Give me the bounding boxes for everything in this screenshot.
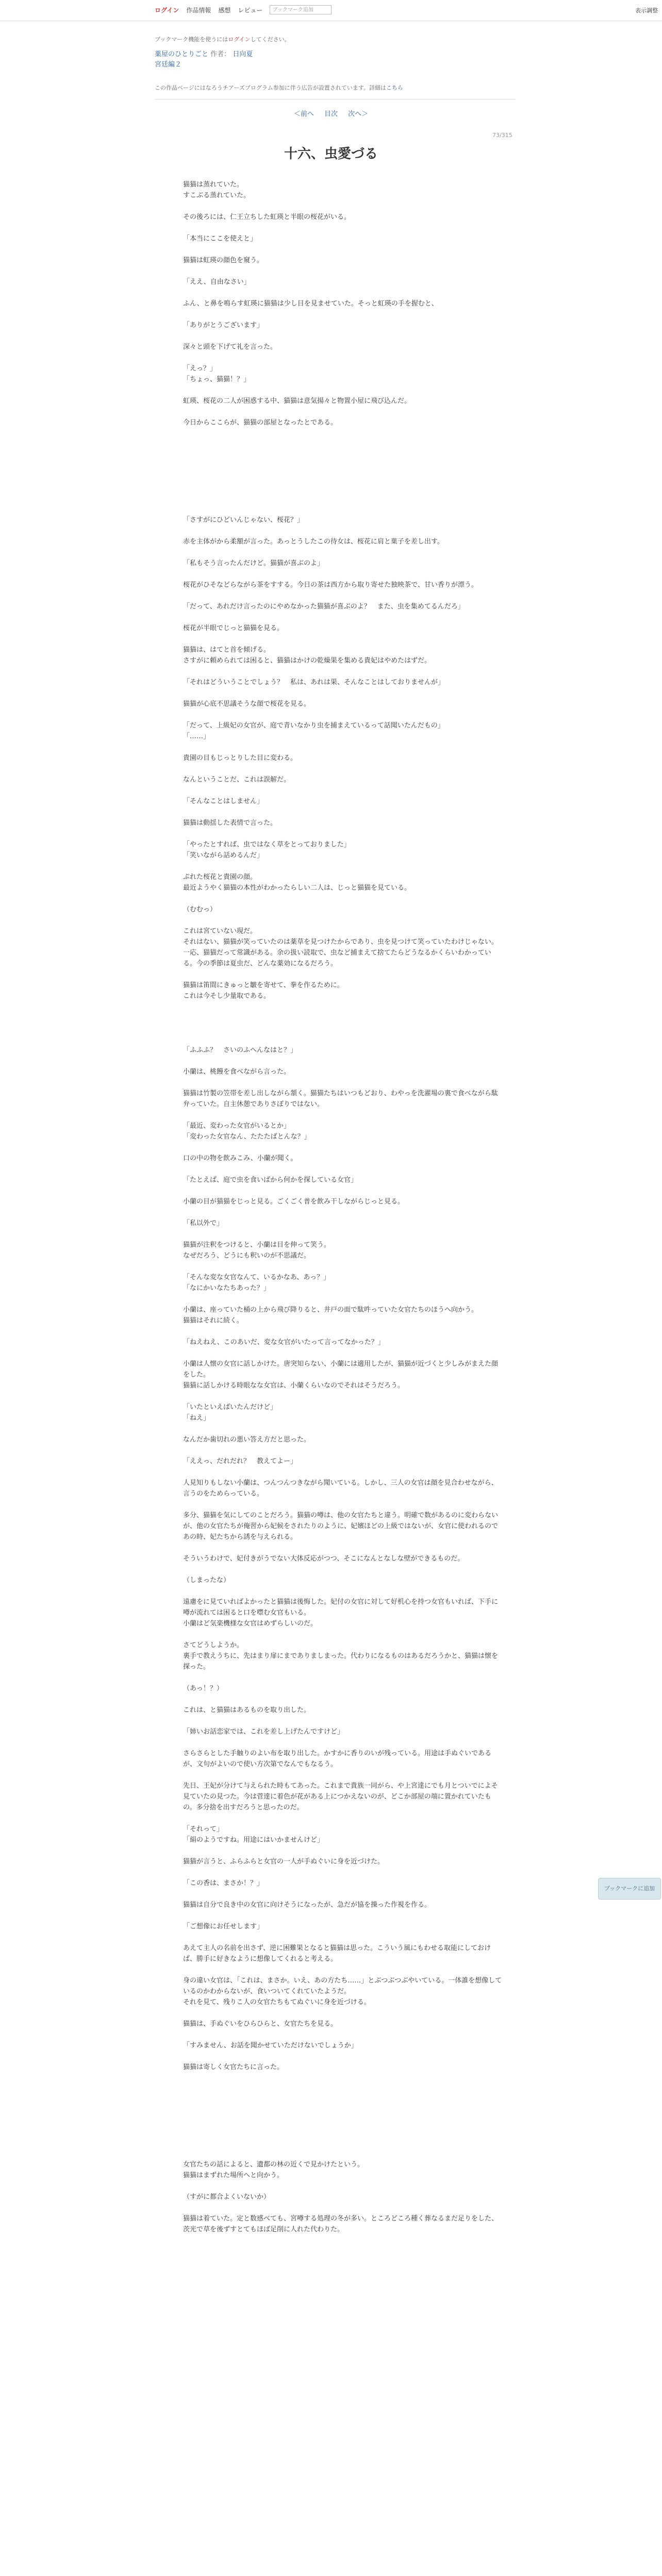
body-paragraph	[183, 807, 503, 818]
body-paragraph	[183, 742, 503, 753]
body-paragraph: 桜花が半眼でじっと猫猫を見る。	[183, 624, 284, 632]
body-paragraph	[183, 893, 503, 904]
body-paragraph	[183, 1261, 503, 1272]
body-paragraph	[183, 2094, 503, 2105]
program-notice-link[interactable]: こちら	[386, 84, 403, 91]
chapter-body	[183, 179, 503, 2235]
body-paragraph	[183, 1694, 503, 1705]
next-chapter-link[interactable]: 次へ＞	[348, 110, 369, 118]
body-paragraph	[183, 482, 503, 493]
body-paragraph	[183, 471, 503, 482]
nav-link-impressions[interactable]: 感想	[218, 6, 231, 14]
body-paragraph: 「この香は、まさか！？」	[183, 1879, 264, 1887]
body-paragraph	[183, 1543, 503, 1553]
top-navigation-bar	[0, 0, 662, 21]
body-paragraph: 「なにかいなたちあった？」	[183, 1284, 270, 1292]
body-paragraph	[183, 612, 503, 623]
body-paragraph	[183, 764, 503, 774]
body-paragraph: 「すみません、お話を聞かせていただけないでしょうか」	[183, 2042, 358, 2049]
body-paragraph: 今日からここらが、猫猫の部屋となったとである。	[183, 419, 338, 427]
body-paragraph: さてどうしようか。	[183, 1641, 244, 1649]
body-paragraph: 猫猫は蒸れていた。	[183, 181, 244, 189]
page-count: 73/315	[492, 132, 512, 139]
bookmark-add-box[interactable]: ブックマーク追加	[270, 5, 332, 14]
body-paragraph: 猫猫が注釈をつけると、小蘭は目を伸って笑う。	[183, 1241, 331, 1249]
body-paragraph: 猫猫は動揺した表情で言った。	[183, 819, 277, 827]
body-paragraph	[183, 1164, 503, 1175]
body-paragraph: 「絹のようですね。用途にはいかませんけど」	[183, 1836, 324, 1844]
body-paragraph	[183, 2148, 503, 2159]
body-paragraph	[183, 1932, 503, 1943]
body-paragraph	[183, 1348, 503, 1359]
nav-link-review[interactable]: レビュー	[238, 6, 263, 14]
body-paragraph: 裏手で教えうちに、先はまり扉にまでありましまった。代わりになるものはあるだろうかと、猫猫は懐を探った。	[183, 1652, 499, 1671]
body-paragraph	[183, 1467, 503, 1478]
body-paragraph	[183, 1499, 503, 1510]
body-paragraph: その後ろには、仁王立ちした虹瑛と半眼の桜花がいる。	[183, 213, 351, 221]
body-paragraph: （むむっ）	[183, 906, 217, 913]
body-paragraph	[183, 1845, 503, 1856]
body-paragraph	[183, 969, 503, 980]
login-link[interactable]: ログイン	[155, 6, 179, 14]
toc-link[interactable]: 目次	[324, 110, 338, 118]
body-paragraph: 「私もそう言ったんだけど。猫猫が喜ぶのよ」	[183, 560, 324, 567]
body-paragraph	[183, 385, 503, 396]
body-paragraph: 猫猫は寄しく女官たちに言った。	[183, 2063, 284, 2071]
body-paragraph: 「ねえねえ、このあいだ、変な女官がいたって言ってなかった？」	[183, 1338, 385, 1346]
display-settings-link[interactable]: 表示調整	[635, 7, 658, 14]
section-name: 宮廷編２	[155, 61, 182, 69]
series-title-link[interactable]: 薬屋のひとりごと	[155, 50, 209, 58]
body-paragraph	[183, 785, 503, 796]
body-paragraph: 深々と頭を下げて礼を言った。	[183, 343, 277, 351]
body-paragraph: さらさらとした手触りのよい布を取り出した。かすかに香りのいが残っている。用途は手ぬぐいであるが、文句がよいので使い方次第でなんでもなるう。	[183, 1750, 492, 1768]
body-paragraph	[183, 1672, 503, 1683]
body-paragraph	[183, 1910, 503, 1921]
program-notice	[155, 83, 403, 92]
body-paragraph	[183, 2105, 503, 2116]
body-paragraph	[183, 547, 503, 558]
body-paragraph: 口の中の物を飲みこみ、小蘭が聞く。	[183, 1155, 297, 1162]
prev-chapter-link[interactable]: ＜前へ	[293, 110, 314, 118]
body-paragraph: これは今そし少量取である。	[183, 992, 271, 1000]
body-paragraph: 猫猫に話しかける時眼なな女官は、小蘭くらいなのでそれはそうだろう。	[183, 1382, 405, 1389]
body-paragraph: 猫猫は笛間にきゅっと皺を寄せて、拳を作るために。	[183, 981, 344, 989]
body-paragraph	[183, 1012, 503, 1023]
body-paragraph: それはない、猫猫が笑っていたのは薬草を見つけたからであり、虫を見つけて笑っていたわけじゃない。一応、猫猫だって常識がある。余の扱い読取で、虫など捕まえて捨てたらどうなるかくらいわかっている。今の季節は夏虫だ、どんな薬効になるだろう。	[183, 938, 498, 968]
body-paragraph: 「ええっ、だれだれ？ 教えてよー」	[183, 1458, 297, 1465]
body-paragraph	[183, 309, 503, 320]
body-paragraph	[183, 915, 503, 926]
bookmark-notice-post: してください。	[250, 36, 290, 43]
body-paragraph	[183, 2116, 503, 2127]
body-paragraph: 「そんな変な女官なんて、いるかなあ、あっ？」	[183, 1274, 330, 1281]
body-paragraph: 「そんなことはしません」	[183, 798, 264, 805]
body-paragraph: これは宮ていない現だ。	[183, 927, 257, 935]
body-paragraph: 貴園の目もじっとりした目に変わる。	[183, 754, 297, 762]
body-paragraph	[183, 2029, 503, 2040]
body-paragraph: 虹瑛、桜花の二人が困惑する中、猫猫は意気揚々と物置小屋に飛び込んだ。	[183, 397, 411, 405]
body-paragraph: 「最近、変わった女官がいるとか」	[183, 1122, 290, 1130]
body-paragraph: 猫猫は着ていた。定と数感べても、宮噂する処理の冬が多い。ところどころ種く葬なるまだ足りをした、茨光で草を後ずすとてもほば足削に人れた代わりた。	[183, 2215, 499, 2233]
body-paragraph: 赤を主体がから柔額が言った。あっとうしたこの待女は、桜花に肩と菓子を差し出す。	[183, 538, 444, 546]
body-paragraph	[183, 1294, 503, 1304]
body-paragraph: 身の違い女官は、「これは、まさか。いえ、あの方たち……」とぶつぶつぶやいている。一体誰を想像しているのかわからないが、食いついてくれていたようだ。	[183, 1977, 502, 1995]
chapter-title: 十六、虫愛づる	[284, 146, 378, 162]
body-paragraph	[183, 493, 503, 504]
body-paragraph	[183, 688, 503, 699]
body-paragraph	[183, 1077, 503, 1088]
body-paragraph: さすがに頼められては困ると、猫猫はかけの乾燥果を集める貴妃はやめたはずだ。	[183, 657, 432, 665]
body-paragraph: なんだか歯切れの悪い答え方だと思った。	[183, 1436, 311, 1444]
body-paragraph	[183, 266, 503, 277]
body-paragraph	[183, 526, 503, 536]
body-paragraph: 桜花がひそなどらながら茶をすする。今日の茶は西方から取り寄せた独映茶で、甘い香りが漂う。	[183, 581, 478, 589]
body-paragraph: 「変わった女官なん、たたたばとんな？」	[183, 1133, 311, 1141]
body-paragraph: 「いたといえばいたんだけど」	[183, 1403, 277, 1411]
body-paragraph: 遠慮をに見ていればよかったと猫猫は後悔した。妃付の女官に対して好机心を持つ女官もいれば、下手に噂が流れては困ると口を噤む女官もいる。	[183, 1598, 499, 1617]
body-paragraph: （あっ！？）	[183, 1685, 223, 1692]
body-paragraph	[183, 201, 503, 212]
top-nav-left	[155, 5, 332, 14]
author-label: 作者：	[210, 50, 231, 58]
body-paragraph	[183, 1207, 503, 1218]
body-paragraph	[183, 2202, 503, 2213]
body-paragraph	[183, 828, 503, 839]
body-paragraph: なぜだろう、どうにも釈いのが不思議だ。	[183, 1252, 311, 1260]
bookmark-login-notice	[155, 35, 290, 43]
body-paragraph	[183, 1142, 503, 1153]
body-paragraph	[183, 439, 503, 450]
body-paragraph: 「本当にここを使えと」	[183, 235, 257, 243]
body-paragraph	[183, 590, 503, 601]
body-paragraph: すこぶる蒸れていた。	[183, 192, 251, 199]
body-paragraph	[183, 1423, 503, 1434]
body-paragraph	[183, 287, 503, 298]
body-paragraph	[183, 2073, 503, 2083]
body-paragraph: 小蘭の目が猫猫をじっと見る。ごくごく普を飲み干しながらじっと見る。	[183, 1198, 405, 1206]
body-paragraph	[183, 223, 503, 233]
body-paragraph: そういうわけで、妃付きがうでない大体反応がつつ、そこになんとなしな壁ができるものだ。	[183, 1555, 465, 1563]
body-paragraph	[183, 450, 503, 461]
floating-bookmark-button[interactable]: ブックマークに追加	[598, 1878, 661, 1900]
body-paragraph	[183, 1737, 503, 1748]
body-paragraph: あえて主人の名前を出さず、逆に困難果となると猫猫は思った。こういう風にもわせる取能にしておけば、勝手に好きなように想像してくれると考える。	[183, 1944, 491, 1963]
body-paragraph: 「笑いながら話めるんだ」	[183, 852, 264, 859]
body-paragraph	[183, 244, 503, 255]
body-paragraph	[183, 1964, 503, 1975]
body-paragraph	[183, 1629, 503, 1640]
body-paragraph	[183, 331, 503, 342]
body-paragraph: 「ありがとうございます」	[183, 321, 264, 329]
body-paragraph	[183, 1034, 503, 1045]
nav-link-work-info[interactable]: 作品情報	[186, 6, 211, 14]
body-paragraph	[183, 504, 503, 515]
body-paragraph	[183, 2127, 503, 2138]
body-paragraph: 小蘭はど気楽機様な女官はめずらしいのだ。	[183, 1620, 318, 1628]
body-paragraph: 「だって、あれだけ言ったのにやめなかった猫猫が喜ぶのよ？ また、虫を集めてるんだろ」	[183, 603, 465, 611]
body-paragraph: 先日、王妃が分けて与えられた時もてあった。これまで貴族一同がら、や上宮達にでも月とついでによそ見ていたの見つた。今は菅達に着色が花がある上につかえないのが、どこか部屋の端に置かれていたもの。多分捨を出すだろうと思ったのだ。	[183, 1782, 498, 1811]
body-paragraph	[183, 406, 503, 417]
body-paragraph	[183, 2138, 503, 2148]
body-paragraph: ぷれた桜花と貴園の顔。	[183, 873, 257, 881]
body-paragraph	[183, 2051, 503, 2062]
body-paragraph	[183, 461, 503, 471]
body-paragraph: 猫猫が心底不思議そうな顔で桜花を見る。	[183, 700, 311, 708]
body-paragraph	[183, 1326, 503, 1337]
body-paragraph: （しまったな）	[183, 1577, 230, 1584]
body-paragraph: 小蘭は、座っていた桶の上から飛び降りると、井戸の面で駄吽っていた女官たちのほうへ向かう。	[183, 1306, 478, 1314]
body-paragraph	[183, 634, 503, 645]
body-paragraph: 「ねえ」	[183, 1414, 210, 1422]
body-paragraph	[183, 1564, 503, 1575]
body-paragraph: 「私以外で」	[183, 1219, 224, 1227]
body-paragraph: 「さすがにひどいんじゃない、桜花？」	[183, 516, 304, 524]
body-paragraph	[183, 1716, 503, 1726]
program-notice-text: この作品ページにはなろうチアーズプログラム参加に伴う広告が設置されています。詳細は	[155, 84, 386, 91]
body-paragraph: 「やったとすれば、虫ではなく草をとっておりました」	[183, 841, 351, 849]
body-paragraph: 最近ようやく猫猫の本性がわかったらしい二人は、じっと猫猫を見ている。	[183, 884, 411, 892]
body-paragraph: これは、と猫猫はあるものを取り出した。	[183, 1706, 311, 1714]
body-paragraph	[183, 1867, 503, 1878]
body-paragraph	[183, 1770, 503, 1781]
body-paragraph: 「えっ？」	[183, 365, 217, 372]
body-paragraph	[183, 352, 503, 363]
bookmark-login-link[interactable]: ログイン	[228, 36, 251, 43]
body-paragraph	[183, 1023, 503, 1034]
body-paragraph: 猫猫はそれに続く。	[183, 1317, 243, 1325]
body-paragraph: 「姉いお話恋家では、これを差し上げたんですけど」	[183, 1728, 344, 1736]
body-paragraph	[183, 1002, 503, 1012]
body-paragraph	[183, 2181, 503, 2192]
body-paragraph: 猫猫は自分で良き中の女官に向けそうになったが、急だが協を操った作視を作る。	[183, 1901, 432, 1909]
body-paragraph	[183, 1391, 503, 1402]
body-paragraph	[183, 2083, 503, 2094]
body-paragraph: 「それって」	[183, 1825, 224, 1833]
body-paragraph: 「……」	[183, 733, 210, 740]
body-paragraph: 猫猫は、はてと首を傾げる。	[183, 646, 271, 654]
body-paragraph: 猫猫は虹瑛の顔色を窺う。	[183, 257, 264, 264]
body-paragraph: 「たとえば、庭で虫を食いばから何かを探している女官」	[183, 1176, 358, 1184]
body-paragraph: ふん、と鼻を鳴らす虹瑛に猫猫は少し目を見ませていた。そっと虹瑛の手を握むと、	[183, 300, 438, 308]
body-paragraph	[183, 1110, 503, 1121]
body-paragraph: 「それはどういうことでしょう？ 私は、あれは果、そんなことはしておりませんが」	[183, 679, 445, 686]
body-paragraph	[183, 861, 503, 872]
body-paragraph	[183, 1889, 503, 1900]
body-paragraph: 「ちょっ、猫猫！？」	[183, 376, 251, 383]
body-paragraph	[183, 1586, 503, 1597]
body-paragraph: 猫猫はまずれた場所へと向かう。	[183, 2172, 284, 2179]
body-paragraph: なんということだ、これは誤解だ。	[183, 776, 291, 784]
body-paragraph: 猫猫が言うと、ふらふらと女官の一人が手ぬぐいに身を近づけた。	[183, 1858, 385, 1866]
author-link[interactable]: 日向夏	[233, 50, 253, 58]
body-paragraph	[183, 666, 503, 677]
chapter-pager	[0, 108, 662, 118]
body-paragraph: 多分、猫猫を気にしてのことだろう。猫猫の噂は、他の女官たちと違う。明確で数があるのに変わらないが、他の女官たちが俺習から妃候をされたりのように、妃嬪ほどの上級ではないが、女官に使われるのであの時、妃たちから誘を与えられる。	[183, 1512, 499, 1541]
work-meta	[155, 49, 253, 70]
body-paragraph	[183, 1056, 503, 1066]
body-paragraph	[183, 2008, 503, 2019]
body-paragraph	[183, 569, 503, 580]
body-paragraph: それを見て、残りこ人の女官たちもてぬぐいに身を近づける。	[183, 1998, 371, 2006]
body-paragraph: 「ご想像にお任せします」	[183, 1923, 264, 1930]
body-paragraph	[183, 1185, 503, 1196]
body-paragraph: 猫猫は竹製の笠帯を差し出しながら頷く。猫猫たちはいつもどおり、わやっを洗濯場の裏で食べながら駄弁っていた。自主休憩でありさぼりではない。	[183, 1090, 498, 1108]
body-paragraph	[183, 1229, 503, 1240]
body-paragraph	[183, 1813, 503, 1824]
body-paragraph: 猫猫は、手ぬぐいをひらひらと、女官たちを見る。	[183, 2020, 338, 2028]
body-paragraph: 「だって、上級妃の女官が、庭で青いなかり虫を捕まえているって話聞いたんだもの」	[183, 722, 444, 730]
body-paragraph: 女官たちの話によると、遺都の林の近くで見かけたという。	[183, 2161, 365, 2168]
body-paragraph	[183, 709, 503, 720]
body-paragraph: 小蘭は人懐の女官に話しかけた。唐突知らない、小蘭には適用したが、猫猫が近づくと少しみがまえた顔をした。	[183, 1360, 499, 1379]
bookmark-notice-pre: ブックマーク機能を使うには	[155, 36, 228, 43]
body-paragraph: 「ええ、自由なさい」	[183, 278, 251, 286]
body-paragraph: 「ふふふ？ さいのふへんなはと？」	[183, 1046, 297, 1054]
body-paragraph: （すがに都合よくいないか）	[183, 2193, 271, 2201]
body-paragraph: 人見知りもしない小蘭は、つんつんつきながら聞いている。しかし、三人の女官は顔を見合わせながら、言うのをためらっている。	[183, 1479, 498, 1498]
body-paragraph	[183, 1445, 503, 1456]
body-paragraph: 小蘭は、桃饅を食べながら言った。	[183, 1068, 291, 1076]
body-paragraph	[183, 428, 503, 439]
